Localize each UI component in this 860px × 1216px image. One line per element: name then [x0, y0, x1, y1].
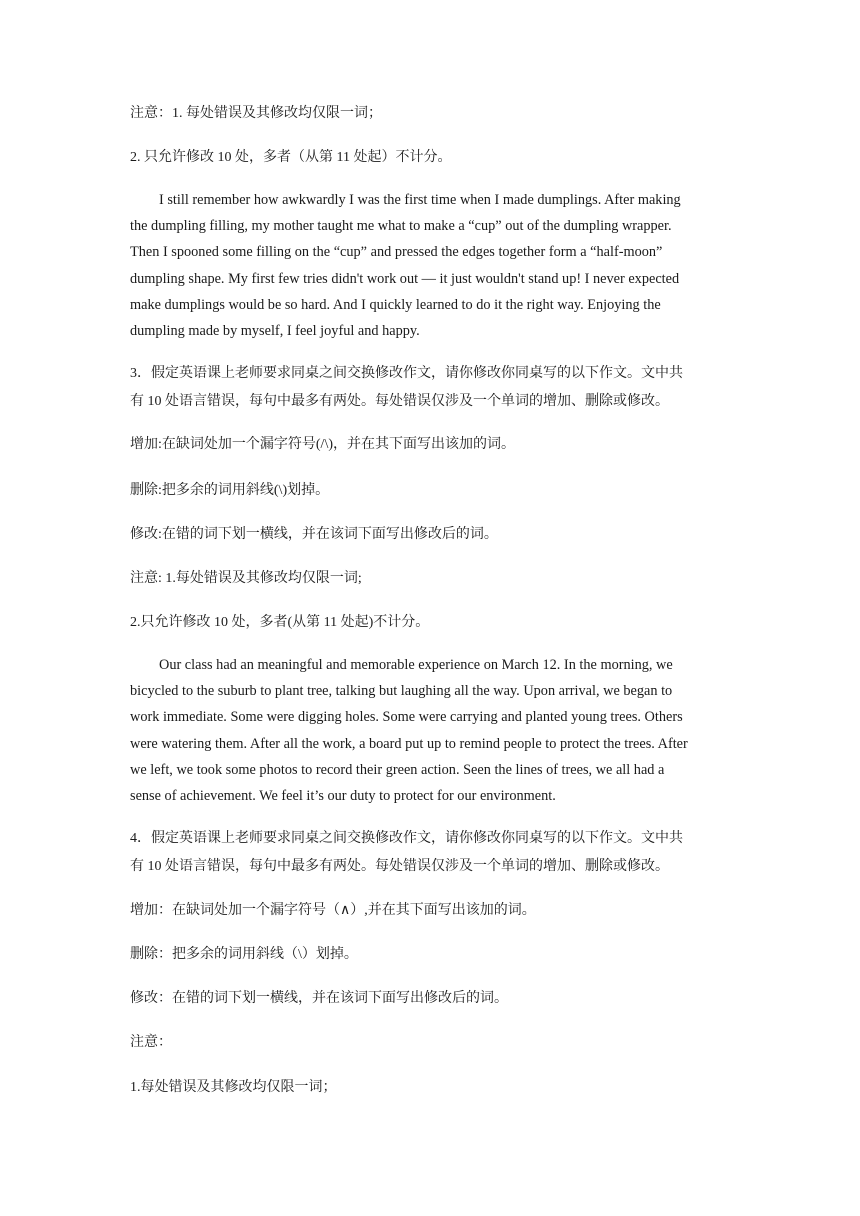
- s3-note-line-2: 2.只允许修改 10 处，多者(从第 11 处起)不计分。: [130, 615, 430, 630]
- s4-note-line-1: 1.每处错误及其修改均仅限一词；: [130, 1080, 337, 1095]
- s4-delete-rule: 删除：把多余的词用斜线（\）划掉。: [130, 947, 358, 962]
- s3-note-line-1: 注意: 1.每处错误及其修改均仅限一词;: [130, 571, 362, 586]
- s2-note-line-1: 注意：1. 每处错误及其修改均仅限一词；: [130, 106, 382, 121]
- s3-passage-line: were watering them. After all the work, a board put up to remind people to protect the trees. After: [130, 735, 688, 752]
- s3-passage-line: sense of achievement. We feel it’s our duty to protect for our environment.: [130, 787, 556, 804]
- s3-passage-line: Our class had an meaningful and memorable experience on March 12. In the morning, we: [159, 657, 673, 673]
- s4-modify-rule: 修改：在错的词下划一横线，并在该词下面写出修改后的词。: [130, 991, 508, 1006]
- s3-instruction-line-2: 有 10 处语言错误，每句中最多有两处。每处错误仅涉及一个单词的增加、删除或修改。: [130, 394, 669, 409]
- s2-passage-line: make dumplings would be so hard. And I quickly learned to do it the right way. Enjoying the: [130, 296, 661, 313]
- s2-passage-line: dumpling made by myself, I feel joyful and happy.: [130, 322, 420, 339]
- s2-passage-line: the dumpling filling, my mother taught me what to make a “cup” out of the dumpling wrapper.: [130, 218, 672, 235]
- s2-passage-line: dumpling shape. My first few tries didn't work out — it just wouldn't stand up! I never expected: [130, 270, 680, 287]
- s2-passage-line: Then I spooned some filling on the “cup” and pressed the edges together form a “half-moon”: [130, 244, 663, 261]
- s4-note-label: 注意：: [130, 1035, 172, 1050]
- s3-add-rule: 增加:在缺词处加一个漏字符号(/\)，并在其下面写出该加的词。: [130, 437, 515, 452]
- s4-instruction-line-1: 4．假定英语课上老师要求同桌之间交换修改作文，请你修改你同桌写的以下作文。文中共: [130, 831, 683, 846]
- s3-passage-line: bicycled to the suburb to plant tree, talking but laughing all the way. Upon arrival, we began to: [130, 683, 673, 700]
- s3-delete-rule: 删除:把多余的词用斜线(\)划掉。: [130, 483, 330, 498]
- s3-instruction-line-1: 3．假定英语课上老师要求同桌之间交换修改作文，请你修改你同桌写的以下作文。文中共: [130, 366, 683, 381]
- s4-instruction-line-2: 有 10 处语言错误，每句中最多有两处。每处错误仅涉及一个单词的增加、删除或修改。: [130, 859, 669, 874]
- s3-passage-line: we left, we took some photos to record their green action. Seen the lines of trees, we all had a: [130, 761, 665, 778]
- s2-passage: [130, 187, 730, 344]
- s2-passage-line: I still remember how awkwardly I was the first time when I made dumplings. After making: [159, 192, 681, 208]
- s3-passage: [130, 652, 730, 809]
- s3-modify-rule: 修改:在错的词下划一横线，并在该词下面写出修改后的词。: [130, 527, 498, 542]
- s2-note-line-2: 2. 只允许修改 10 处，多者（从第 11 处起）不计分。: [130, 150, 452, 165]
- s4-add-rule: 增加：在缺词处加一个漏字符号（∧）,并在其下面写出该加的词。: [130, 903, 536, 918]
- s3-passage-line: work immediate. Some were digging holes. Some were carrying and planted young trees. Others: [130, 709, 683, 726]
